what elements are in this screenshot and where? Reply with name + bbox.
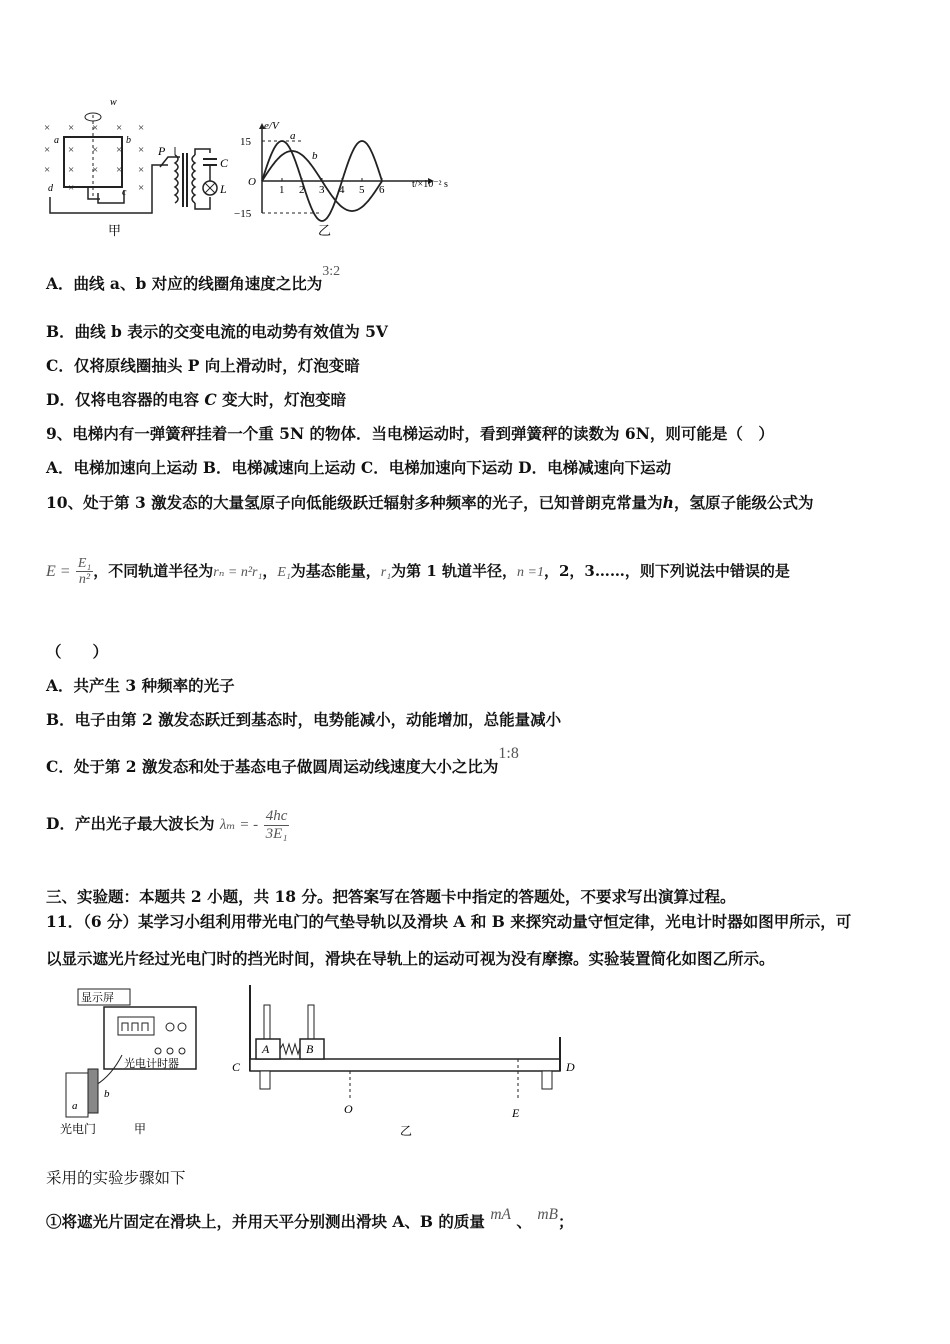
tick-label: 3 bbox=[319, 184, 325, 196]
figure-yi-label: 乙 bbox=[318, 223, 332, 238]
slider-a-label: A bbox=[262, 1042, 270, 1056]
formula-energy-num: E₁ bbox=[77, 556, 92, 571]
point-o-label: O bbox=[344, 1102, 353, 1116]
axis-v-label: e/V bbox=[264, 120, 279, 132]
q10-formula-line bbox=[46, 556, 790, 588]
q11-step1-end: ； bbox=[558, 1212, 574, 1231]
q11-step1-text: ①将遮光片固定在滑块上，并用天平分别测出滑块 A、B 的质量 bbox=[46, 1212, 485, 1231]
q9-options: A．电梯加速向上运动 B．电梯减速向上运动 C．电梯加速向下运动 D．电梯减速向下运动 bbox=[46, 458, 672, 477]
slider-b-label: B bbox=[306, 1042, 314, 1056]
q10-stem-prefix: 10、处于第 3 激发态的大量氢原子向低能级跃迁辐射多种频率的光子，已知普朗克常量为 bbox=[46, 493, 663, 512]
q11-steps-title: 采用的实验步骤如下 bbox=[46, 1169, 186, 1187]
lamp-label: L bbox=[220, 182, 227, 196]
point-e-label: E bbox=[512, 1106, 520, 1120]
emf-graph bbox=[234, 120, 448, 238]
q11-line2: 以显示遮光片经过光电门时的挡光时间，滑块在导轨上的运动可视为没有摩擦。实验装置简化如图乙所示。 bbox=[46, 949, 775, 968]
svg-text:×: × bbox=[116, 164, 123, 176]
q10-text2: ， bbox=[262, 561, 278, 580]
formula-lambda-fraction bbox=[264, 808, 290, 842]
q11-step1-ma: mA bbox=[490, 1206, 511, 1223]
figure-air-track bbox=[48, 985, 608, 1140]
formula-lambda: λₘ = - bbox=[219, 817, 259, 833]
gate-label: 光电门 bbox=[60, 1122, 97, 1136]
formula-lambda-num: 4hc bbox=[264, 808, 290, 826]
gate-a-label: a bbox=[72, 1100, 78, 1112]
q10-option-d-text: D．产出光子最大波长为 bbox=[46, 814, 215, 833]
capacitor-label: C bbox=[220, 156, 229, 170]
tick-label: 5 bbox=[359, 184, 365, 196]
svg-text:×: × bbox=[44, 122, 51, 134]
q10-stem-suffix: ，氢原子能级公式为 bbox=[673, 493, 814, 512]
figure-b-yi-label: 乙 bbox=[400, 1124, 413, 1138]
q8-option-d-prefix: D．仅将电容器的电容 bbox=[46, 390, 199, 409]
svg-text:×: × bbox=[68, 144, 75, 156]
q10-option-c-ratio: 1:8 bbox=[498, 745, 519, 762]
q10-option-a: A．共产生 3 种频率的光子 bbox=[46, 676, 235, 695]
q10-option-c bbox=[46, 745, 519, 777]
svg-text:×: × bbox=[116, 122, 123, 134]
end-d-label: D bbox=[566, 1060, 575, 1074]
q10-stem bbox=[46, 491, 813, 513]
formula-energy-fraction bbox=[76, 556, 93, 588]
tick-label: 1 bbox=[279, 184, 285, 196]
svg-text:×: × bbox=[92, 144, 99, 156]
q10-option-c-text: C．处于第 2 激发态和处于基态电子做圆周运动线速度大小之比为 bbox=[46, 757, 499, 776]
q8-option-b: B．曲线 b 表示的交变电流的电动势有效值为 5V bbox=[46, 322, 388, 341]
q10-text4: 为第 1 轨道半径， bbox=[391, 561, 518, 580]
figure-jia-label: 甲 bbox=[108, 223, 122, 238]
coil-label-w: w bbox=[110, 97, 117, 108]
curve-a-label: a bbox=[290, 130, 296, 142]
coil-label-a: a bbox=[54, 135, 59, 146]
svg-text:×: × bbox=[68, 164, 75, 176]
svg-text:×: × bbox=[116, 144, 123, 156]
svg-text:×: × bbox=[68, 122, 75, 134]
figure-b-jia-label: 甲 bbox=[134, 1122, 147, 1136]
q8-option-d-var: C bbox=[204, 390, 217, 409]
q11-step1 bbox=[46, 1206, 574, 1232]
tap-label-p: P bbox=[158, 144, 166, 158]
q11-step1-sep: 、 bbox=[516, 1212, 532, 1231]
formula-energy-den: n² bbox=[78, 572, 91, 588]
q10-stem-h: h bbox=[662, 493, 674, 512]
q10-option-d bbox=[46, 808, 289, 842]
q8-option-a bbox=[46, 264, 341, 294]
q10-text3: 为基态能量， bbox=[290, 561, 381, 580]
q9-stem: 9、电梯内有一弹簧秤挂着一个重 5N 的物体．当电梯运动时，看到弹簧秤的读数为 6N，则可能是（ ） bbox=[46, 424, 774, 443]
origin-label: O bbox=[248, 176, 256, 188]
formula-e1: E₁ bbox=[277, 564, 291, 580]
field-marks bbox=[44, 122, 144, 194]
coil-label-c: c bbox=[122, 187, 127, 198]
svg-text:×: × bbox=[68, 182, 75, 194]
end-c-label: C bbox=[232, 1060, 241, 1074]
q10-text5: ，2，3……，则下列说法中错误的是 bbox=[543, 561, 790, 580]
q8-option-d bbox=[46, 388, 346, 410]
formula-e: E = bbox=[46, 562, 71, 580]
section3-header: 三、实验题：本题共 2 小题，共 18 分。把答案写在答题卡中指定的答题处，不要求写出演算过程。 bbox=[46, 887, 736, 906]
q11-step1-mb: mB bbox=[537, 1206, 558, 1223]
svg-text:×: × bbox=[138, 182, 145, 194]
figure-generator-circuit bbox=[40, 95, 480, 245]
formula-r1: r₁ bbox=[380, 564, 392, 580]
track-body bbox=[250, 1059, 560, 1071]
curve-b-label: b bbox=[312, 150, 318, 162]
svg-text:×: × bbox=[44, 164, 51, 176]
gate-b-label: b bbox=[104, 1088, 110, 1100]
q8-option-a-ratio: 3:2 bbox=[322, 264, 341, 279]
tick-label: 4 bbox=[339, 184, 345, 196]
coil-label-d: d bbox=[48, 183, 53, 194]
formula-lambda-den: 3E₁ bbox=[265, 825, 288, 842]
q8-option-c: C．仅将原线圈抽头 P 向上滑动时，灯泡变暗 bbox=[46, 356, 360, 375]
svg-text:×: × bbox=[138, 144, 145, 156]
display-label: 显示屏 bbox=[81, 992, 114, 1004]
tick-label: 2 bbox=[299, 184, 305, 196]
y-max-label: 15 bbox=[240, 136, 251, 148]
axis-t-label: t/×10⁻² s bbox=[412, 179, 448, 190]
coil-label-b: b bbox=[126, 135, 131, 146]
svg-text:×: × bbox=[92, 122, 99, 134]
q10-paren: （ ） bbox=[46, 642, 109, 661]
timer-label: 光电计时器 bbox=[124, 1058, 179, 1070]
y-min-label: −15 bbox=[234, 208, 252, 220]
q8-option-d-suffix: 变大时，灯泡变暗 bbox=[222, 390, 347, 409]
svg-text:×: × bbox=[138, 122, 145, 134]
formula-radius: rₙ = n²r₁ bbox=[213, 564, 263, 580]
q11-line1: 11．（6 分）某学习小组利用带光电门的气垫导轨以及滑块 A 和 B 来探究动量守恒定律，光电计时器如图甲所示，可 bbox=[46, 912, 852, 931]
svg-text:×: × bbox=[92, 164, 99, 176]
svg-text:×: × bbox=[138, 164, 145, 176]
q8-option-a-text: A．曲线 a、b 对应的线圈角速度之比为 bbox=[46, 274, 323, 293]
tick-label: 6 bbox=[379, 184, 385, 196]
q10-text1: ，不同轨道半径为 bbox=[93, 561, 214, 580]
svg-text:×: × bbox=[44, 144, 51, 156]
q10-option-b: B．电子由第 2 激发态跃迁到基态时，电势能减小，动能增加，总能量减小 bbox=[46, 710, 562, 729]
formula-n: n =1 bbox=[517, 564, 544, 580]
